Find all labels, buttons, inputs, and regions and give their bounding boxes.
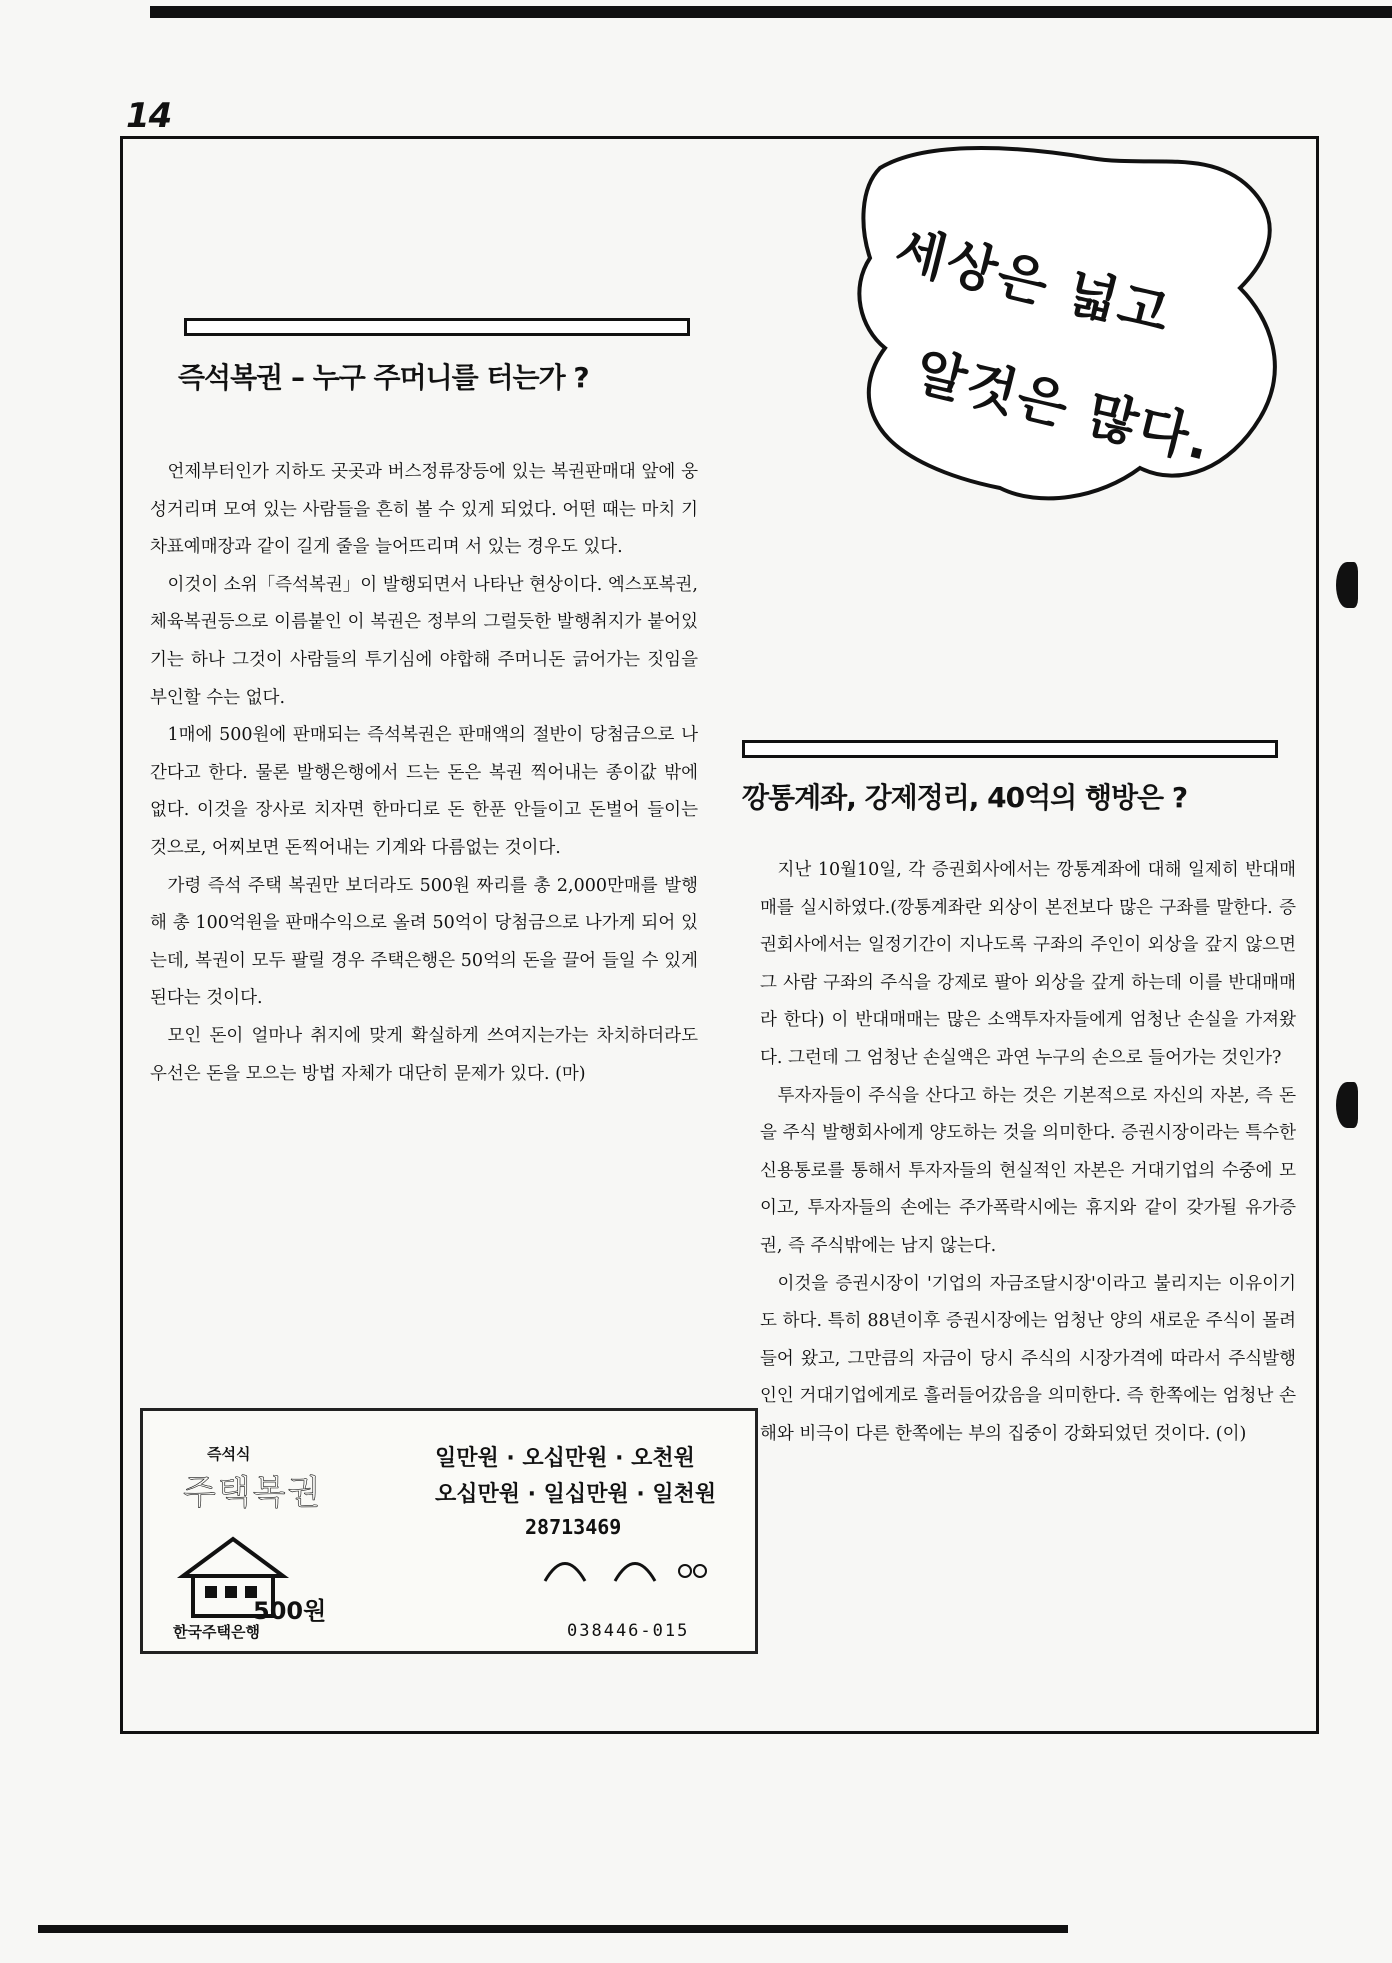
article-2-paragraph: 이것을 증권시장이 '기업의 자금조달시장'이라고 불리지는 이유이기도 하다. 특히 88년이후 증권시장에는 엄청난 양의 새로운 주식이 몰려들어 왔고, 그만큼의 자금이 당시 주식의 시장가격에 따라서 주식발행인인 거대기업에게로 흘러들어갔음을 의미한다. 즉 한쪽에는 엄청난 손해와 비극이 다른 한쪽에는 부의 집중이 강화되었던 것이다. (이) — [760, 1273, 1296, 1444]
article-1-heading-bar — [184, 318, 690, 336]
margin-mark — [1336, 1082, 1358, 1128]
article-2-paragraph: 투자자들이 주식을 산다고 하는 것은 기본적으로 자신의 자본, 즉 돈을 주식 발행회사에게 양도하는 것을 의미한다. 증권시장이라는 특수한 신용통로를 통해서 투자자들의 현실적인 자본은 거대기업의 수중에 모이고, 투자자들의 손에는 주가폭락시에는 휴지와 같이 갖가될 유가증권, 즉 주식밖에는 남지 않는다. — [760, 1085, 1296, 1256]
margin-mark — [1336, 562, 1358, 608]
ticket-label-big: 주택복권 — [183, 1473, 323, 1513]
article-1-paragraph: 언제부터인가 지하도 곳곳과 버스정류장등에 있는 복권판매대 앞에 웅성거리며 모여 있는 사람들을 흔히 볼 수 있게 되었다. 어떤 때는 마치 기차표예매장과 같이 길게 줄을 늘어뜨리며 서 있는 경우도 있다. — [150, 462, 698, 558]
ticket-denominations-1: 일만원 · 오십만원 · 오천원 — [435, 1446, 695, 1471]
bubble-line-1: 세상은 넓고 — [889, 219, 1177, 346]
article-1-paragraph: 모인 돈이 얼마나 취지에 맞게 확실하게 쓰여지는가는 차치하더라도 우선은 돈을 모으는 방법 자체가 대단히 문제가 있다. (마) — [150, 1025, 698, 1084]
article-1-paragraph: 1매에 500원에 판매되는 즉석복권은 판매액의 절반이 당첨금으로 나간다고 한다. 물론 발행은행에서 드는 돈은 복권 찍어내는 종이값 밖에 없다. 이것을 장사로 치자면 한마디로 돈 한푼 안들이고 돈벌어 들이는 것으로, 어찌보면 돈찍어내는 기계와 다름없는 것이다. — [150, 725, 698, 858]
scratch-area-icon — [535, 1541, 715, 1591]
ticket-number: 038446-015 — [567, 1621, 690, 1641]
ticket-issuer: 한국주택은행 — [173, 1623, 260, 1641]
article-2-heading-bar — [742, 740, 1278, 758]
ticket-serial: 28713469 — [525, 1515, 622, 1539]
bottom-rule — [38, 1925, 1068, 1933]
bubble-line-2: 알것은 많다. — [909, 341, 1218, 474]
article-2-paragraph: 지난 10월10일, 각 증권회사에서는 깡통계좌에 대해 일제히 반대매매를 실시하였다.(깡통계좌란 외상이 본전보다 많은 구좌를 말한다. 증권회사에서는 일정기간이 지나도록 구좌의 주인이 외상을 갚지 않으면 그 사람 구좌의 주식을 강제로 팔아 외상을 갚게 하는데 이를 반대매매라 한다) 이 반대매매는 많은 소액투자자들에게 엄청난 손실을 가져왔다. 그런데 그 엄청난 손실액은 과연 누구의 손으로 들어가는 것인가? — [760, 860, 1296, 1068]
article-1-paragraph: 가령 즉석 주택 복권만 보더라도 500원 짜리를 총 2,000만매를 발행해 총 100억원을 판매수익으로 올려 50억이 당첨금으로 나가게 되어 있는데, 복권이 모두 팔릴 경우 주택은행은 50억의 돈을 끌어 들일 수 있게 된다는 것이다. — [150, 875, 698, 1009]
article-2-body — [760, 852, 1296, 1454]
ticket-label-small: 즉석식 — [207, 1445, 251, 1463]
ticket-price: 500원 — [253, 1597, 327, 1625]
article-1-paragraph: 이것이 소위「즉석복권」이 발행되면서 나타난 현상이다. 엑스포복권, 체육복권등으로 이름붙인 이 복권은 정부의 그럴듯한 발행취지가 붙어있기는 하나 그것이 사람들의 투기심에 야합해 주머니돈 긁어가는 짓임을 부인할 수는 없다. — [150, 574, 698, 708]
top-rule — [150, 6, 1392, 18]
bubble-outline — [840, 128, 1300, 528]
article-1-title: 즉석복권 – 누구 주머니를 터는가 ? — [178, 361, 589, 394]
ticket-denominations-2: 오십만원 · 일십만원 · 일천원 — [435, 1482, 717, 1507]
slogan-bubble — [840, 128, 1300, 528]
page-number: 14 — [126, 96, 172, 136]
article-1-body — [150, 454, 698, 1093]
article-2-title: 깡통계좌, 강제정리, 40억의 행방은 ? — [742, 781, 1188, 814]
lottery-ticket-image — [140, 1408, 758, 1654]
